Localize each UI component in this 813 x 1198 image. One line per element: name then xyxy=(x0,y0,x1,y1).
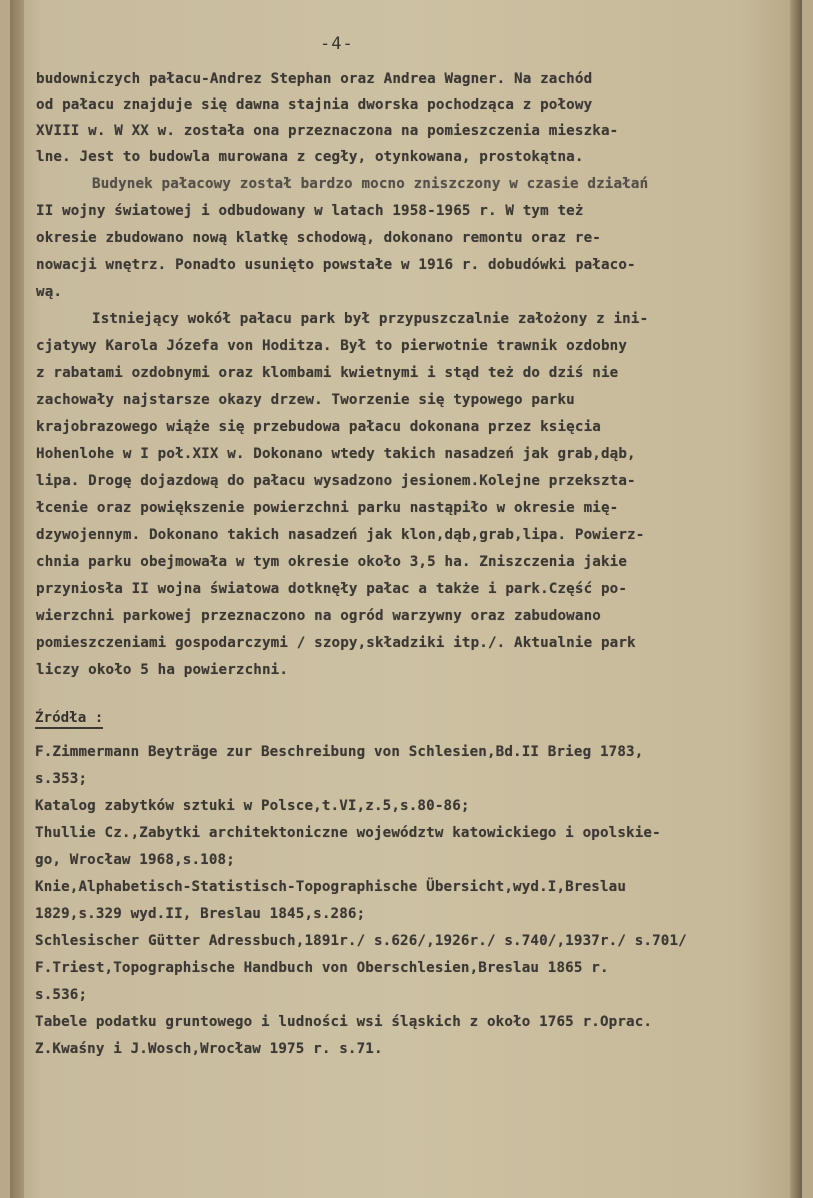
source-line: Schlesischer Gütter Adressbuch,1891r./ s.626/,1926r./ s.740/,1937r./ s.701/ xyxy=(35,933,687,949)
page-shadow-right xyxy=(790,0,802,1198)
text-line: z rabatami ozdobnymi oraz klombami kwietnymi i stąd też do dziś nie xyxy=(36,365,619,381)
source-line: Z.Kwaśny i J.Wosch,Wrocław 1975 r. s.71. xyxy=(35,1041,383,1057)
text-line: przyniosła II wojna światowa dotknęły pałac a także i park.Część po- xyxy=(36,581,628,597)
page-number: -4- xyxy=(320,34,354,54)
source-line: Katalog zabytków sztuki w Polsce,t.VI,z.5,s.80-86; xyxy=(35,798,470,814)
text-line: okresie zbudowano nową klatkę schodową, dokonano remontu oraz re- xyxy=(36,230,601,246)
source-line: F.Zimmermann Beyträge zur Beschreibung von Schlesien,Bd.II Brieg 1783, xyxy=(35,744,644,760)
text-line: łcenie oraz powiększenie powierzchni parku nastąpiło w okresie mię- xyxy=(36,500,619,516)
source-line: s.536; xyxy=(35,987,88,1003)
source-line: Thullie Cz.,Zabytki architektoniczne województw katowickiego i opolskie- xyxy=(35,825,661,841)
sources-heading: Źródła : xyxy=(35,710,103,729)
text-line: Budynek pałacowy został bardzo mocno zniszczony w czasie działań xyxy=(92,176,649,192)
text-line: pomieszczeniami gospodarczymi / szopy,składziki itp./. Aktualnie park xyxy=(36,635,636,651)
text-line: XVIII w. W XX w. została ona przeznaczona na pomieszczenia mieszka- xyxy=(36,123,619,139)
source-line: Knie,Alphabetisch-Statistisch-Topographische Übersicht,wyd.I,Breslau xyxy=(35,879,627,895)
source-line: 1829,s.329 wyd.II, Breslau 1845,s.286; xyxy=(35,906,366,922)
text-line: dzywojennym. Dokonano takich nasadzeń jak klon,dąb,grab,lipa. Powierz- xyxy=(36,527,645,543)
source-line: s.353; xyxy=(35,771,88,787)
text-line: zachowały najstarsze okazy drzew. Tworzenie się typowego parku xyxy=(36,392,575,408)
text-line: wierzchni parkowej przeznaczono na ogród warzywny oraz zabudowano xyxy=(36,608,601,624)
text-line: lipa. Drogę dojazdową do pałacu wysadzono jesionem.Kolejne przekszta- xyxy=(36,473,636,489)
text-line: wą. xyxy=(36,284,63,300)
text-line: krajobrazowego wiąże się przebudowa pałacu dokonana przez księcia xyxy=(36,419,601,435)
text-line: od pałacu znajduje się dawna stajnia dworska pochodząca z połowy xyxy=(36,97,593,113)
text-line: cjatywy Karola Józefa von Hoditza. Był to pierwotnie trawnik ozdobny xyxy=(36,338,628,354)
text-line: lne. Jest to budowla murowana z cegły, otynkowana, prostokątna. xyxy=(36,149,584,165)
text-line: II wojny światowej i odbudowany w latach 1958-1965 r. W tym też xyxy=(36,203,584,219)
page-shadow-left xyxy=(10,0,24,1198)
text-line: nowacji wnętrz. Ponadto usunięto powstałe w 1916 r. dobudówki pałaco- xyxy=(36,257,636,273)
source-line: go, Wrocław 1968,s.108; xyxy=(35,852,235,868)
source-line: Tabele podatku gruntowego i ludności wsi śląskich z około 1765 r.Oprac. xyxy=(35,1014,653,1030)
text-line: budowniczych pałacu-Andrez Stephan oraz Andrea Wagner. Na zachód xyxy=(36,71,593,87)
text-line: chnia parku obejmowała w tym okresie około 3,5 ha. Zniszczenia jakie xyxy=(36,554,628,570)
text-line: liczy około 5 ha powierzchni. xyxy=(36,662,289,678)
text-line: Hohenlohe w I poł.XIX w. Dokonano wtedy takich nasadzeń jak grab,dąb, xyxy=(36,446,636,462)
text-line: Istniejący wokół pałacu park był przypuszczalnie założony z ini- xyxy=(92,311,649,327)
source-line: F.Triest,Topographische Handbuch von Oberschlesien,Breslau 1865 r. xyxy=(35,960,609,976)
